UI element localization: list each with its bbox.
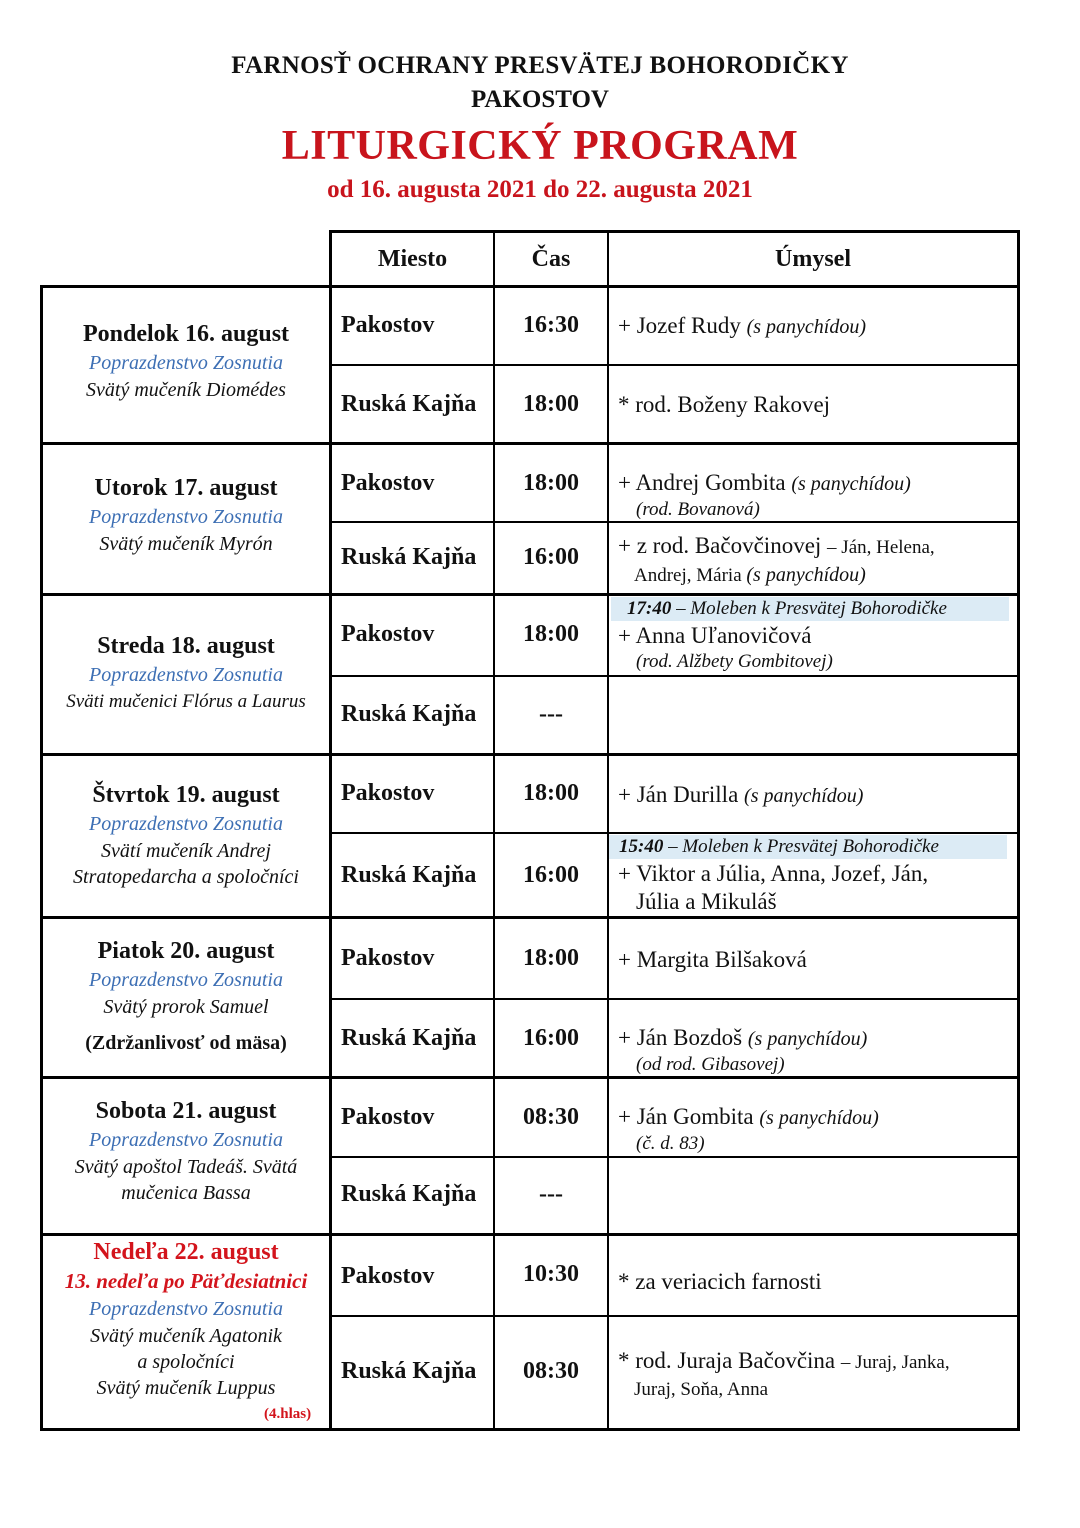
intention-line2: (č. d. 83) xyxy=(636,1133,705,1154)
day-name: Utorok 17. august xyxy=(94,475,278,501)
time-cell: 18:00 xyxy=(523,780,579,806)
intention-main: + Ján Durilla xyxy=(618,782,739,807)
intention-main: * rod. Juraja Bačovčina xyxy=(618,1348,836,1373)
intention-cell xyxy=(618,391,830,419)
intention-note: (s panychídou) xyxy=(759,1107,879,1129)
intention-main: + z rod. Bačovčinovej xyxy=(618,533,822,558)
intention-line2: Juraj, Soňa, Anna xyxy=(634,1379,769,1400)
day-cell xyxy=(42,473,330,557)
intention-cell xyxy=(618,1347,950,1403)
column-header-place: Miesto xyxy=(377,245,448,272)
fast-note: (Zdržanlivosť od mäsa) xyxy=(85,1032,287,1054)
intention-cell xyxy=(618,781,863,810)
time-cell: 16:30 xyxy=(523,312,579,338)
saint-label-2: Stratopedarcha a spoločníci xyxy=(73,866,299,888)
feast-label: Poprazdenstvo Zosnutia xyxy=(89,664,283,686)
date-range: od 16. augusta 2021 do 22. augusta 2021 xyxy=(327,176,753,203)
place-cell: Ruská Kajňa xyxy=(341,862,477,888)
intention-main: + Margita Bilšaková xyxy=(618,947,807,972)
day-cell xyxy=(42,936,330,1058)
intention-cell xyxy=(618,860,928,916)
intention-line2: (rod. Alžbety Gombitovej) xyxy=(636,651,833,672)
intention-cell xyxy=(618,1103,879,1156)
time-cell: 10:30 xyxy=(523,1261,579,1287)
intention-main: + Ján Bozdoš xyxy=(618,1025,743,1050)
intention-note: (s panychídou) xyxy=(747,1028,868,1050)
place-cell: Ruská Kajňa xyxy=(341,391,477,417)
intention-main: + Anna Uľanovičová xyxy=(618,623,812,648)
feast-label: Poprazdenstvo Zosnutia xyxy=(89,506,283,528)
saint-label: Svätý mučeník Diomédes xyxy=(86,379,286,401)
saint-label-2: mučenica Bassa xyxy=(121,1182,251,1204)
saint-label-3: Svätý mučeník Luppus xyxy=(96,1377,276,1399)
intention-main: + Viktor a Júlia, Anna, Jozef, Ján, xyxy=(618,861,929,886)
column-header-time: Čas xyxy=(531,245,571,272)
intention-cell xyxy=(618,532,935,589)
time-cell: --- xyxy=(539,701,563,727)
time-cell: 18:00 xyxy=(523,621,579,647)
time-cell: --- xyxy=(539,1181,563,1207)
place-cell: Ruská Kajňa xyxy=(341,544,477,570)
intention-cell xyxy=(618,1268,822,1296)
moleben-time: 15:40 xyxy=(619,836,664,857)
saint-label: Svätý mučeník Myrón xyxy=(99,533,273,555)
day-cell xyxy=(42,780,330,890)
moleben-time: 17:40 xyxy=(627,598,672,619)
intention-cell xyxy=(618,312,866,341)
place-cell: Pakostov xyxy=(341,1263,435,1289)
intention-line2: Júlia a Mikuláš xyxy=(636,889,777,914)
intention-cell xyxy=(618,469,911,522)
place-cell: Ruská Kajňa xyxy=(341,701,477,727)
intention-main: + Ján Gombita xyxy=(618,1104,754,1129)
time-cell: 08:30 xyxy=(523,1358,579,1384)
intention-line2: (rod. Bovanová) xyxy=(636,499,760,520)
intention-main: + Jozef Rudy xyxy=(618,313,741,338)
day-name: Štvrtok 19. august xyxy=(92,782,280,808)
intention-cell xyxy=(618,1024,867,1077)
place-cell: Ruská Kajňa xyxy=(341,1358,477,1384)
day-cell xyxy=(42,1237,330,1401)
feast-label: Poprazdenstvo Zosnutia xyxy=(89,813,283,835)
intention-cell xyxy=(618,622,833,674)
intention-note: (s panychídou) xyxy=(744,785,864,807)
place-cell: Ruská Kajňa xyxy=(341,1025,477,1051)
saint-label-2: a spoločníci xyxy=(137,1351,235,1373)
page-title: LITURGICKÝ PROGRAM xyxy=(281,123,799,169)
time-cell: 16:00 xyxy=(523,544,579,570)
intention-main: * rod. Boženy Rakovej xyxy=(618,392,831,417)
day-name: Streda 18. august xyxy=(97,633,275,659)
time-cell: 18:00 xyxy=(523,470,579,496)
time-cell: 18:00 xyxy=(523,945,579,971)
saint-label: Sväti mučenici Flórus a Laurus xyxy=(66,691,306,712)
intention-line2: (od rod. Gibasovej) xyxy=(636,1054,785,1075)
day-name: Piatok 20. august xyxy=(97,938,275,964)
saint-label: Svätí mučeník Andrej xyxy=(101,840,271,862)
intention-cell xyxy=(618,946,807,974)
saint-label: Svätý prorok Samuel xyxy=(103,996,269,1018)
moleben-banner xyxy=(611,597,1009,621)
intention-extra: – Ján, Helena, xyxy=(827,537,935,558)
place-cell: Ruská Kajňa xyxy=(341,1181,477,1207)
moleben-text: – Moleben k Presvätej Bohorodičke xyxy=(676,598,947,619)
day-name: Sobota 21. august xyxy=(95,1098,277,1124)
day-cell xyxy=(42,319,330,403)
voice-label: (4.hlas) xyxy=(264,1406,312,1422)
saint-label: Svätý mučeník Agatonik xyxy=(90,1325,282,1347)
day-name: Pondelok 16. august xyxy=(82,321,290,347)
day-cell xyxy=(42,1096,330,1206)
column-header-intention: Úmysel xyxy=(775,245,851,272)
town-name: PAKOSTOV xyxy=(471,86,609,113)
intention-extra: – Juraj, Janka, xyxy=(840,1352,950,1373)
intention-note: (s panychídou) xyxy=(746,564,866,586)
time-cell: 18:00 xyxy=(523,391,579,417)
moleben-text: – Moleben k Presvätej Bohorodičke xyxy=(668,836,939,857)
moleben-banner xyxy=(609,835,1007,859)
feast-label: Poprazdenstvo Zosnutia xyxy=(89,969,283,991)
place-cell: Pakostov xyxy=(341,621,435,647)
day-name: Nedeľa 22. august xyxy=(93,1239,279,1265)
time-cell: 16:00 xyxy=(523,862,579,888)
day-cell xyxy=(42,631,330,715)
saint-label: Svätý apoštol Tadeáš. Svätá xyxy=(74,1156,298,1178)
feast-label: Poprazdenstvo Zosnutia xyxy=(89,352,283,374)
place-cell: Pakostov xyxy=(341,1104,435,1130)
intention-note: (s panychídou) xyxy=(746,316,867,338)
time-cell: 08:30 xyxy=(523,1104,579,1130)
intention-note: (s panychídou) xyxy=(791,473,911,495)
place-cell: Pakostov xyxy=(341,780,435,806)
feast-label: Poprazdenstvo Zosnutia xyxy=(89,1298,283,1320)
place-cell: Pakostov xyxy=(341,945,435,971)
place-cell: Pakostov xyxy=(341,470,435,496)
place-cell: Pakostov xyxy=(341,312,435,338)
intention-main: + Andrej Gombita xyxy=(618,470,786,495)
intention-line2: Andrej, Mária xyxy=(634,565,742,586)
time-cell: 16:00 xyxy=(523,1025,579,1051)
parish-name: FARNOSŤ OCHRANY PRESVÄTEJ BOHORODIČKY xyxy=(231,52,849,79)
feast-label: Poprazdenstvo Zosnutia xyxy=(89,1129,283,1151)
sunday-label: 13. nedeľa po Päťdesiatnici xyxy=(64,1269,308,1293)
intention-main: * za veriacich farnosti xyxy=(618,1269,822,1294)
